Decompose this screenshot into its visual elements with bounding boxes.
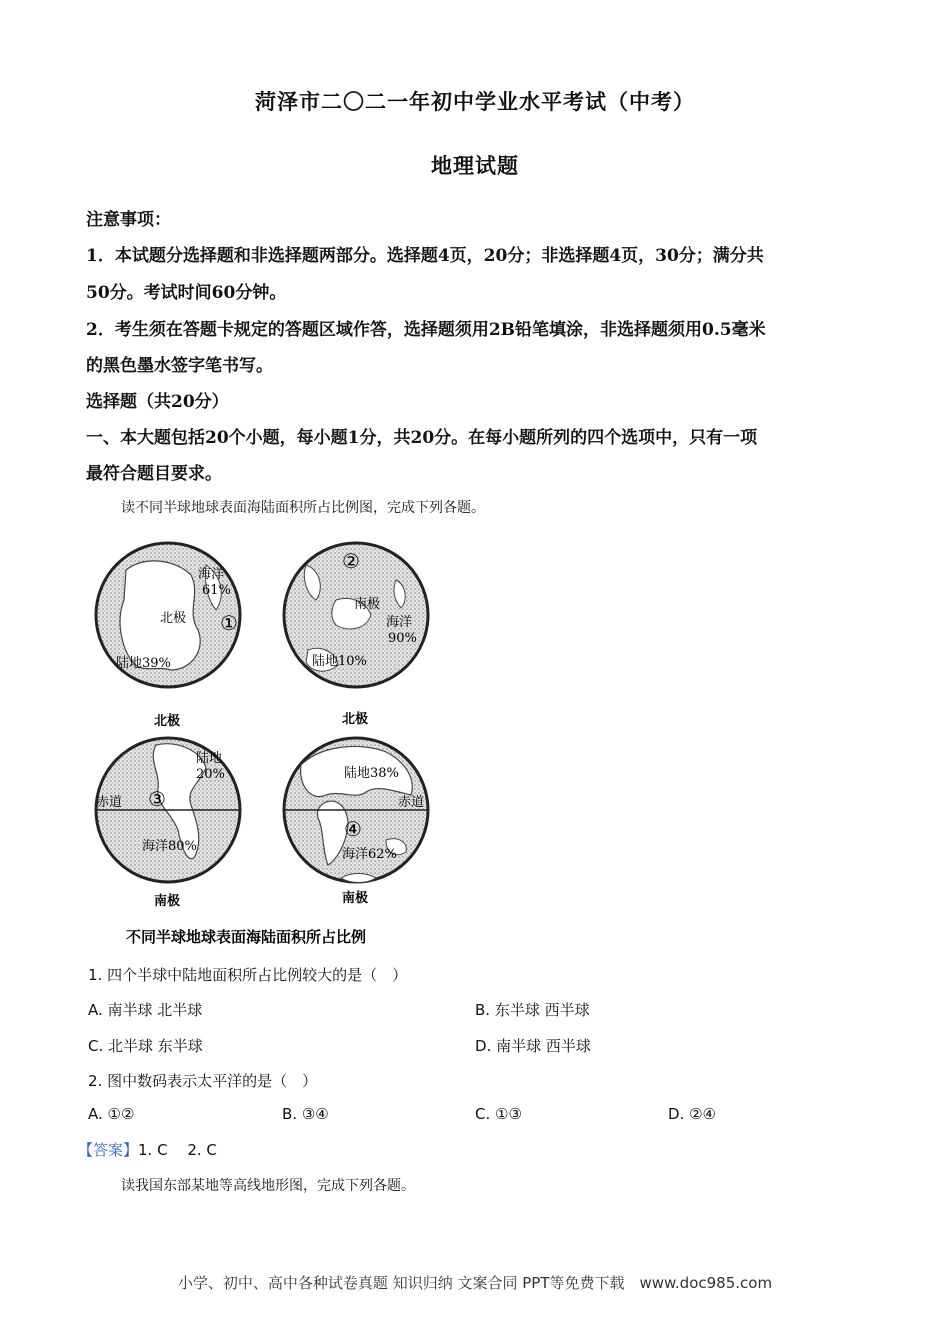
q1-option-b[interactable]: B. 东半球 西半球 [475,1001,590,1019]
section-instruction-line-2: 最符合题目要求。 [86,464,222,484]
g3-land-percent: 20% [196,767,225,782]
q2-option-d[interactable]: D. ②④ [668,1105,716,1123]
figure-caption: 不同半球地球表面海陆面积所占比例 [126,928,367,946]
note-2-line-1: 2．考生须在答题卡规定的答题区域作答，选择题须用2B铅笔填涂，非选择题须用0.5毫米 [86,320,766,340]
g1-ocean-percent: 61% [202,583,231,598]
g1-ocean-label: 海洋 [198,567,225,582]
g4-equator-label: 赤道 [398,795,425,810]
q2-option-a[interactable]: A. ①② [88,1105,135,1123]
exam-title: 菏泽市二〇二一年初中学业水平考试（中考） [255,89,695,114]
g2-land-label: 陆地10% [312,654,367,669]
q2-stem: 2. 图中数码表示太平洋的是（ ） [88,1072,318,1090]
g1-number: ① [220,611,238,635]
subject-title: 地理试题 [431,153,519,178]
hemisphere-figure [86,540,466,950]
answer-line [78,1139,217,1160]
reading-prompt-1: 读不同半球地球表面海陆面积所占比例图，完成下列各题。 [121,500,485,516]
notes-heading: 注意事项： [86,210,171,230]
g2-pole-label: 南极 [354,597,381,612]
note-1-line-2: 50分。考试时间60分钟。 [86,283,287,303]
q2-option-b[interactable]: B. ③④ [282,1105,329,1123]
g4-ocean-label: 海洋62% [342,847,397,862]
g4-top-pole: 北极 [342,712,369,727]
g1-pole-label: 北极 [160,611,187,626]
answer-tag: 【答案】 [78,1141,139,1159]
g3-top-pole: 北极 [154,714,181,729]
q1-option-d[interactable]: D. 南半球 西半球 [475,1037,591,1055]
answer-text: 1. C 2. C [138,1141,217,1159]
g1-land-label: 陆地39% [116,656,171,671]
note-2-line-2: 的黑色墨水签字笔书写。 [86,356,273,376]
section-heading: 选择题（共20分） [86,392,229,412]
g3-equator-label: 赤道 [96,795,123,810]
reading-prompt-2: 读我国东部某地等高线地形图，完成下列各题。 [121,1178,415,1194]
q1-option-a[interactable]: A. 南半球 北半球 [88,1001,203,1019]
q2-option-c[interactable]: C. ①③ [475,1105,522,1123]
g4-land-label: 陆地38% [344,766,399,781]
q1-stem: 1. 四个半球中陆地面积所占比例较大的是（ ） [88,966,408,984]
g3-land-label: 陆地 [196,751,223,766]
q1-option-c[interactable]: C. 北半球 东半球 [88,1037,203,1055]
g2-ocean-label: 海洋 [386,615,413,630]
g2-ocean-percent: 90% [388,631,417,646]
g4-bottom-pole: 南极 [342,891,369,906]
hemisphere-diagram [86,540,466,950]
note-1-line-1: 1．本试题分选择题和非选择题两部分。选择题4页，20分；非选择题4页，30分；满分共 [86,246,764,266]
page-footer[interactable]: 小学、初中、高中各种试卷真题 知识归纳 文案合同 PPT等免费下载 www.doc985.com [177,1274,773,1292]
g2-number: ② [342,549,360,573]
g3-bottom-pole: 南极 [154,894,181,909]
section-instruction-line-1: 一、本大题包括20个小题，每小题1分，共20分。在每小题所列的四个选项中，只有一项 [86,428,758,448]
g4-number: ④ [344,817,362,841]
g3-ocean-label: 海洋80% [142,839,197,854]
g3-number: ③ [148,787,166,811]
